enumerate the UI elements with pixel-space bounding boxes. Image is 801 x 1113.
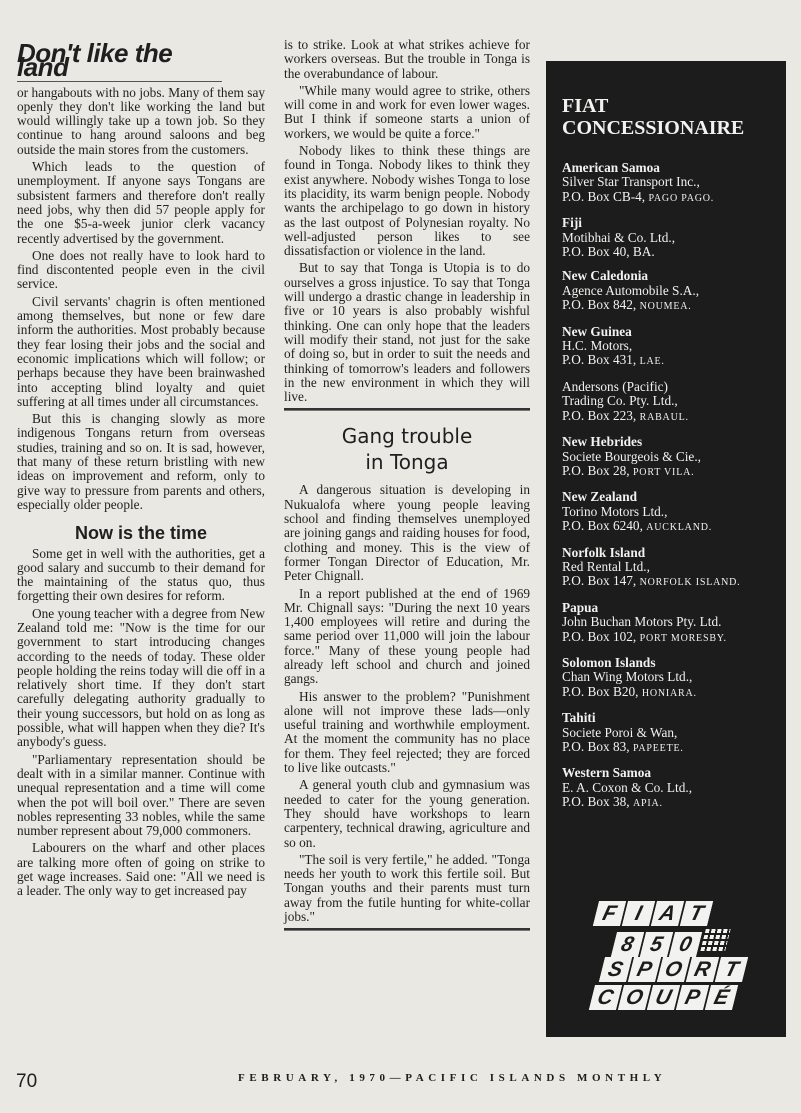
- article-paragraph: is to strike. Look at what strikes achieve for workers overseas. But the trouble in Tonga is the overabundance of labour.: [284, 37, 530, 81]
- dealer-region: Norfolk Island: [562, 544, 646, 560]
- logo-letter: R: [686, 957, 719, 982]
- logo-letter: A: [651, 901, 684, 926]
- column-2: [284, 38, 530, 935]
- dealer-city: AUCKLAND.: [646, 522, 713, 534]
- logo-letter: O: [618, 985, 651, 1010]
- dealer-entry: [562, 490, 786, 535]
- dealer-region: Tahiti: [562, 710, 596, 726]
- column-1: [17, 38, 265, 902]
- article-paragraph: Civil servants' chagrin is often mentioned among themselves, but none or few dare inform the authorities. Most probably because they fear losing their jobs and the social and economic implications which will follow; or perhaps because they have been brainwashed into accepting blind loyalty and quiet suffering at all times under all circumstances.: [17, 293, 265, 409]
- dealer-city: LAE.: [639, 356, 665, 368]
- dealer-city: PAGO PAGO.: [648, 192, 715, 204]
- logo-letter: O: [657, 957, 690, 982]
- article-paragraph: One young teacher with a degree from New Zealand told me: "Now is the time for our government to start introducing changes according to the needs of today. These older people holding the reins today will die off in a relatively short time. If they don't start carefully delegating authority gradually to their young successors, but hold on as long as possible, what will happen when they die? It's anybody's guess.: [17, 605, 265, 750]
- article-paragraph: A general youth club and gymnasium was needed to cater for the young generation. They should have workshops to learn carpentery, technical drawing, agriculture and so on.: [284, 777, 530, 850]
- article-paragraph: A dangerous situation is developing in Nukualofa where young people leaving school and finding themselves unemployed are joining gangs and raiding houses for food, clothing and money. This is the view of former Tongan Director of Education, Mr. Peter Chignall.: [284, 482, 530, 584]
- dealer-name-2: Trading Co. Pty. Ltd.,: [562, 393, 678, 409]
- dealer-address: P.O. Box 6240, AUCKLAND.: [562, 518, 713, 534]
- dealer-name: E. A. Coxon & Co. Ltd.,: [562, 779, 693, 795]
- dealer-city: NOUMEA.: [639, 301, 692, 313]
- dealer-entry: [562, 711, 786, 756]
- logo-letter: T: [680, 901, 713, 926]
- logo-letter: T: [715, 957, 748, 982]
- dealer-region: Papua: [562, 599, 599, 615]
- dealer-city: HONIARA.: [641, 687, 697, 699]
- logo-letter: I: [622, 901, 655, 926]
- dealer-entry: [562, 656, 786, 701]
- dealer-region: New Hebrides: [562, 434, 643, 450]
- dealer-region: New Guinea: [562, 323, 632, 339]
- dealer-city: RABAUL.: [639, 411, 689, 423]
- logo-letter: 0: [669, 932, 702, 957]
- dealer-city: APIA.: [632, 798, 663, 810]
- dealer-city: NORFOLK ISLAND.: [639, 577, 741, 589]
- ad-title: [562, 95, 786, 139]
- dealer-address: P.O. Box 431, LAE.: [562, 352, 665, 368]
- logo-letter: U: [647, 985, 680, 1010]
- dealer-name: Motibhai & Co. Ltd.,: [562, 229, 676, 245]
- logo-row-fiat: [596, 901, 712, 927]
- dealer-address: P.O. Box 147, NORFOLK ISLAND.: [562, 573, 741, 589]
- running-title: FEBRUARY, 1970—PACIFIC ISLANDS MONTHLY: [238, 1072, 667, 1084]
- dealer-name: Red Rental Ltd.,: [562, 558, 650, 574]
- dealer-name: Torino Motors Ltd.,: [562, 503, 668, 519]
- dealer-name: H.C. Motors,: [562, 338, 633, 354]
- article-paragraph: or hangabouts with no jobs. Many of them say openly they don't like working the land but would willingly take up a town job. So they continue to hang around saloons and beg outside the main stores from the customers.: [17, 84, 265, 157]
- section-divider: [284, 928, 530, 931]
- dealer-region: Solomon Islands: [562, 654, 656, 670]
- dealer-entry: [562, 601, 786, 646]
- ad-title-line-2: CONCESSIONAIRE: [562, 117, 745, 139]
- dealer-city: PORT MORESBY.: [639, 632, 727, 644]
- logo-letter: P: [676, 985, 709, 1010]
- gang-title-line-2: in Tonga: [365, 450, 449, 475]
- dealer-city: PORT VILA.: [632, 466, 695, 478]
- dealer-entry: [562, 269, 786, 314]
- ad-title-line-1: FIAT: [562, 95, 609, 117]
- page-number: 70: [16, 1071, 38, 1092]
- article-paragraph: Nobody likes to think these things are found in Tonga. Nobody likes to think they exist anywhere. Nobody wishes Tonga to lose its placidity, its warm benign people. Nobody wants the archipelago to go down in history as the last outpost of Polynesian royalty. No well-adjusted person likes to see dissatisfaction or violence in the land.: [284, 143, 530, 259]
- logo-letter: S: [599, 957, 632, 982]
- dealer-region: Fiji: [562, 215, 582, 231]
- article-paragraph: "The soil is very fertile," he added. "Tonga needs her youth to work this fertile soil. But Tongan youths and their parents must turn away from the futile hunting for white-collar jobs.": [284, 851, 530, 925]
- dealer-region: Western Samoa: [562, 765, 652, 781]
- dealer-address: P.O. Box 223, RABAUL.: [562, 407, 689, 423]
- article-paragraph: His answer to the problem? "Punishment alone will not improve these lads—only useful training and worthwhile employment. At the moment the community has no place for them. They feel rejected; they are forced to live like outcasts.": [284, 688, 530, 776]
- dealer-name: Societe Bourgeois & Cie.,: [562, 448, 701, 464]
- article-paragraph: Which leads to the question of unemployment. If anyone says Tongans are subsistent farmers and therefore don't really need jobs, why then did 57 people apply for the one $5-a-week junior clerk vacancy recently advertised by the government.: [17, 159, 265, 246]
- logo-letter: F: [593, 901, 626, 926]
- logo-grid-mark: [700, 929, 730, 951]
- dealer-entry: [562, 546, 786, 591]
- dealer-address: P.O. Box B20, HONIARA.: [562, 683, 697, 699]
- logo-row-sport: [602, 957, 747, 983]
- dealer-list: [562, 161, 786, 812]
- article-paragraph: One does not really have to look hard to find discontented people even in the civil service.: [17, 247, 265, 292]
- dealer-name: Agence Automobile S.A.,: [562, 282, 700, 298]
- logo-letter: 5: [640, 932, 673, 957]
- dealer-address: P.O. Box 28, PORT VILA.: [562, 462, 695, 478]
- logo-letter: 8: [611, 932, 644, 957]
- logo-letter: P: [628, 957, 661, 982]
- gang-article-title: [284, 423, 530, 475]
- article-paragraph: But this is changing slowly as more indigenous Tongans return from overseas studies, training and so on. It is sad, however, that many of these return bristling with new ideas on improvement and reform, only to give way to pressure from parents and others, especially older people.: [17, 411, 265, 512]
- dealer-address: P.O. Box CB-4, PAGO PAGO.: [562, 188, 715, 204]
- logo-row-coupe: [592, 985, 737, 1011]
- logo-letter: C: [589, 985, 622, 1010]
- article-paragraph: In a report published at the end of 1969 Mr. Chignall says: "During the next 10 years 1,400 employees will retire and during the same period over 11,000 will join the labour force." Many of these young people had already left school and church and joined gangs.: [284, 585, 530, 687]
- dealer-address: P.O. Box 842, NOUMEA.: [562, 297, 692, 313]
- article-paragraph: But to say that Tonga is Utopia is to do ourselves a gross injustice. To say that Tonga will undergo a drastic change in leadership in five or 10 years is also probably wishful thinking. One can only hope that the leaders will modify their stand, not just for the sake of doing so, but in order to suit the needs and thinking of tomorrow's leaders and followers in the new environment in which they will live.: [284, 260, 530, 405]
- article-subheading: Now is the time: [74, 523, 208, 544]
- article-paragraph: Some get in well with the authorities, get a good salary and succumb to their demand for the maintaining of the status quo, thus forgetting their own desires for reform.: [17, 545, 265, 604]
- logo-row-850: [614, 929, 728, 955]
- dealer-name: John Buchan Motors Pty. Ltd.: [562, 614, 722, 630]
- dealer-entry: [562, 216, 786, 259]
- dealer-entry: [562, 766, 786, 811]
- dealer-address: P.O. Box 40, BA.: [562, 244, 655, 260]
- dealer-entry: [562, 380, 786, 425]
- article-headline: Don't like the land: [17, 46, 222, 82]
- article-paragraph: Labourers on the wharf and other places are talking more often of going on strike to get wage increases. Said one: "All we need is a leader. The only way to get increased pay: [17, 840, 265, 899]
- page-footer: [0, 1063, 801, 1093]
- fiat-850-sport-coupe-logo: [588, 901, 788, 1021]
- dealer-entry: [562, 325, 786, 370]
- dealer-name: Chan Wing Motors Ltd.,: [562, 669, 693, 685]
- logo-letter: É: [705, 985, 738, 1010]
- fiat-advertisement: [546, 61, 786, 1037]
- section-divider: [284, 408, 530, 411]
- dealer-address: P.O. Box 83, PAPEETE.: [562, 739, 684, 754]
- gang-title-line-1: Gang trouble: [341, 424, 473, 449]
- dealer-region: American Samoa: [562, 160, 660, 175]
- dealer-region: New Zealand: [562, 489, 637, 505]
- article-paragraph: "While many would agree to strike, others will come in and work for even lower wages. But I think if someone starts a union of workers, we would be quite a force.": [284, 82, 530, 141]
- dealer-name: Societe Poroi & Wan,: [562, 724, 678, 740]
- dealer-address: P.O. Box 102, PORT MORESBY.: [562, 628, 727, 644]
- article-paragraph: "Parliamentary representation should be dealt with in a similar manner. Continue with unequal representation and a time will come when the pot will boil over." There are seven nobles representing 33 nobles, while the same number represent about 79,000 commoners.: [17, 751, 265, 839]
- dealer-name: Silver Star Transport Inc.,: [562, 174, 700, 190]
- dealer-region: New Caledonia: [562, 268, 649, 284]
- dealer-city: PAPEETE.: [632, 743, 684, 754]
- dealer-name: Andersons (Pacific): [562, 378, 668, 394]
- dealer-address: P.O. Box 38, APIA.: [562, 794, 663, 810]
- dealer-entry: [562, 161, 786, 206]
- dealer-entry: [562, 435, 786, 480]
